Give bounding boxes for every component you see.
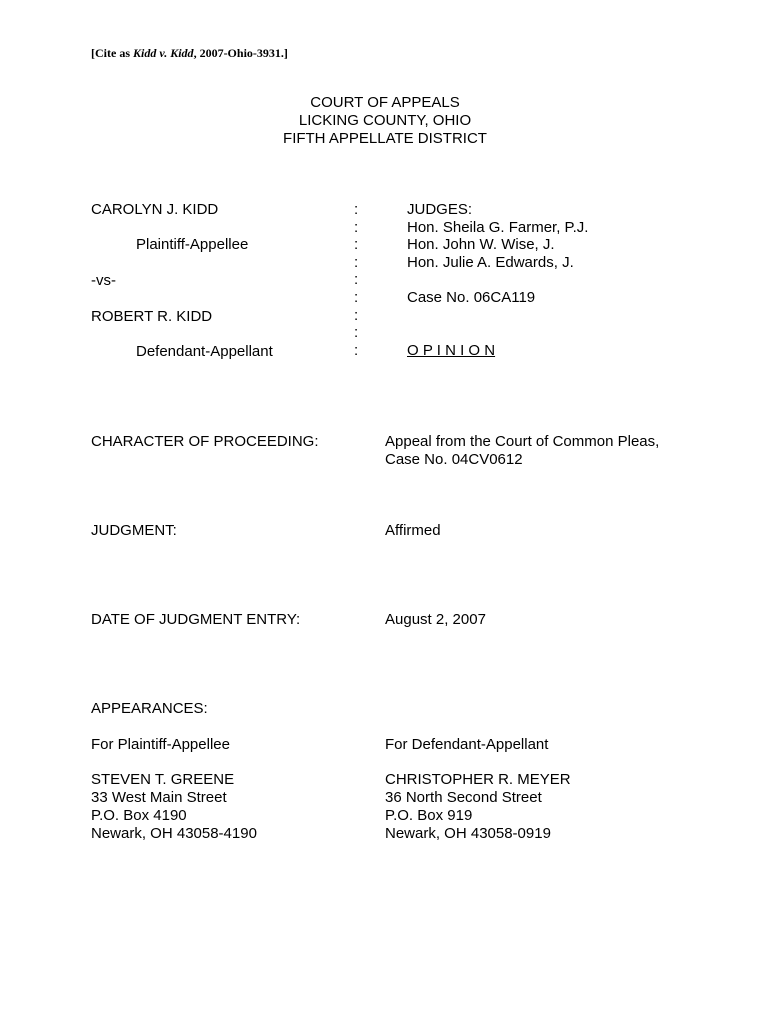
judgment-value: Affirmed	[385, 522, 441, 539]
opinion-label: O P I N I O N	[407, 341, 496, 359]
colon-separator: :	[354, 288, 359, 306]
colon-separator: :	[354, 201, 359, 218]
defendant-role: Defendant-Appellant	[136, 343, 273, 360]
colon-separator: :	[354, 306, 359, 324]
court-name: COURT OF APPEALS	[310, 94, 460, 111]
plaintiff-counsel-label: For Plaintiff-Appellee	[91, 736, 230, 753]
court-header	[0, 94, 770, 148]
citation	[91, 46, 288, 60]
judgment-date-label: DATE OF JUDGMENT ENTRY:	[91, 611, 301, 628]
colon-separator: :	[354, 218, 359, 236]
address-line: Newark, OH 43058-4190	[91, 825, 257, 842]
counsel-name: CHRISTOPHER R. MEYER	[385, 771, 571, 788]
address-line: 36 North Second Street	[385, 789, 542, 806]
colon-separator: :	[354, 253, 359, 271]
citation-prefix: [Cite as	[91, 46, 133, 60]
counsel-name: STEVEN T. GREENE	[91, 771, 235, 788]
defendant-counsel-label: For Defendant-Appellant	[385, 736, 549, 753]
court-county: LICKING COUNTY, OHIO	[298, 112, 472, 129]
proceeding-value-line1: Appeal from the Court of Common Pleas,	[385, 433, 660, 450]
defendant-counsel-address	[385, 771, 571, 843]
judge-name: Hon. Julie A. Edwards, J.	[407, 253, 574, 271]
judges-header: JUDGES:	[407, 201, 473, 218]
colon-separator: :	[354, 236, 359, 254]
plaintiff-counsel-address	[91, 771, 257, 843]
judge-name: Hon. Sheila G. Farmer, P.J.	[407, 218, 589, 236]
colon-separator: :	[354, 324, 359, 342]
proceeding-value-line2: Case No. 04CV0612	[385, 451, 523, 468]
judgment-date-value: August 2, 2007	[385, 611, 486, 628]
versus-label: -vs-	[91, 272, 116, 289]
judgment-label: JUDGMENT:	[91, 522, 177, 539]
judge-name: Hon. John W. Wise, J.	[407, 236, 555, 254]
caption-colon-column	[354, 201, 358, 359]
defendant-name: ROBERT R. KIDD	[91, 308, 213, 325]
citation-case-name: Kidd v. Kidd	[133, 46, 194, 60]
colon-separator: :	[354, 271, 359, 289]
judges-block	[407, 201, 588, 359]
court-district: FIFTH APPELLATE DISTRICT	[283, 130, 487, 147]
case-number: Case No. 06CA119	[407, 288, 536, 306]
address-line: 33 West Main Street	[91, 789, 227, 806]
plaintiff-name: CAROLYN J. KIDD	[91, 201, 219, 218]
plaintiff-role: Plaintiff-Appellee	[136, 236, 249, 253]
colon-separator: :	[354, 341, 359, 359]
proceeding-label: CHARACTER OF PROCEEDING:	[91, 433, 319, 450]
address-line: Newark, OH 43058-0919	[385, 825, 551, 842]
address-line: P.O. Box 4190	[91, 807, 187, 824]
appearances-header: APPEARANCES:	[91, 700, 208, 717]
address-line: P.O. Box 919	[385, 807, 473, 824]
citation-suffix: , 2007-Ohio-3931.]	[193, 46, 288, 60]
